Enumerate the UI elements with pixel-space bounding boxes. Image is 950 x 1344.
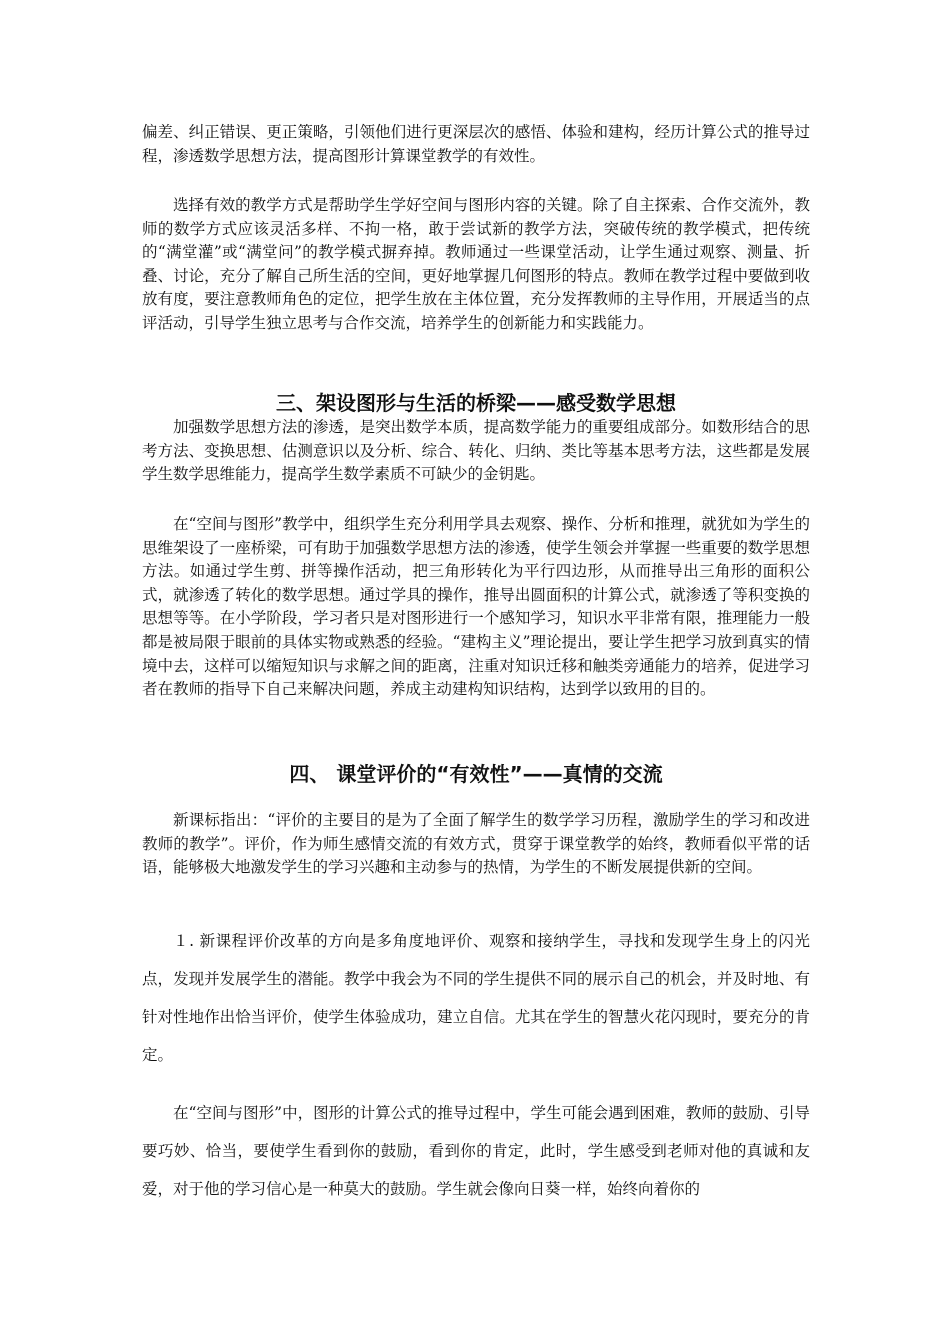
paragraph-3: 加强数学思想方法的渗透，是突出数学本质，提高数学能力的重要组成部分。如数形结合的思考方法、变换思想、估测意识以及分析、综合、转化、归纳、类比等基本思考方法，这些都是发展学生数学思维能力，提高学生数学素质不可缺少的金钥匙。 [142, 418, 810, 484]
section-4-heading: 四、 课堂评价的“有效性”——真情的交流 [289, 762, 663, 786]
paragraph-2: 选择有效的教学方式是帮助学生学好空间与图形内容的关键。除了自主探索、合作交流外，教师的数学方式应该灵活多样、不拘一格，敢于尝试新的教学方法，突破传统的教学模式，把传统的“满堂灌”或“满堂问”的教学模式摒弃掉。教师通过一些课堂活动，让学生通过观察、测量、折叠、讨论，充分了解自己所生活的空间，更好地掌握几何图形的特点。教师在教学过程中要做到收放有度，要注意教师角色的定位，把学生放在主体位置，充分发挥教师的主导作用，开展适当的点评活动，引导学生独立思考与合作交流，培养学生的创新能力和实践能力。 [142, 196, 810, 332]
section-3-heading: 三、架设图形与生活的桥梁——感受数学思想 [276, 391, 676, 415]
paragraph-1: 偏差、纠正错误、更正策略，引领他们进行更深层次的感悟、体验和建构，经历计算公式的推导过程，渗透数学思想方法，提高图形计算课堂教学的有效性。 [142, 123, 810, 165]
paragraph-5: 新课标指出：“评价的主要目的是为了全面了解学生的数学学习历程，激励学生的学习和改进教师的教学”。评价，作为师生感情交流的有效方式，贯穿于课堂教学的始终，教师看似平常的话语，能够极大地激发学生的学习兴趣和主动参与的热情，为学生的不断发展提供新的空间。 [142, 811, 810, 877]
paragraph-7: 在“空间与图形”中，图形的计算公式的推导过程中，学生可能会遇到困难，教师的鼓励、引导要巧妙、恰当，要使学生看到你的鼓励，看到你的肯定，此时，学生感受到老师对他的真诚和友爱，对于他的学习信心是一种莫大的鼓励。学生就会像向日葵一样，始终向着你的 [142, 1104, 810, 1198]
paragraph-4: 在“空间与图形”教学中，组织学生充分利用学具去观察、操作、分析和推理，就犹如为学生的思维架设了一座桥梁，可有助于加强数学思想方法的渗透，使学生领会并掌握一些重要的数学思想方法。如通过学生剪、拼等操作活动，把三角形转化为平行四边形，从而推导出三角形的面积公式，就渗透了转化的数学思想。通过学具的操作，推导出圆面积的计算公式，就渗透了等积变换的思想等等。在小学阶段，学习者只是对图形进行一个感知学习，知识水平非常有限，推理能力一般都是被局限于眼前的具体实物或熟悉的经验。“建构主义”理论提出，要让学生把学习放到真实的情境中去，这样可以缩短知识与求解之间的距离，注重对知识迁移和触类旁通能力的培养，促进学习者在教师的指导下自己来解决问题，养成主动建构知识结构，达到学以致用的目的。 [142, 515, 810, 699]
paragraph-6: １. 新课程评价改革的方向是多角度地评价、观察和接纳学生，寻找和发现学生身上的闪光点，发现并发展学生的潜能。教学中我会为不同的学生提供不同的展示自己的机会，并及时地、有针对性地作出恰当评价，使学生体验成功，建立自信。尤其在学生的智慧火花闪现时，要充分的肯定。 [142, 932, 810, 1064]
